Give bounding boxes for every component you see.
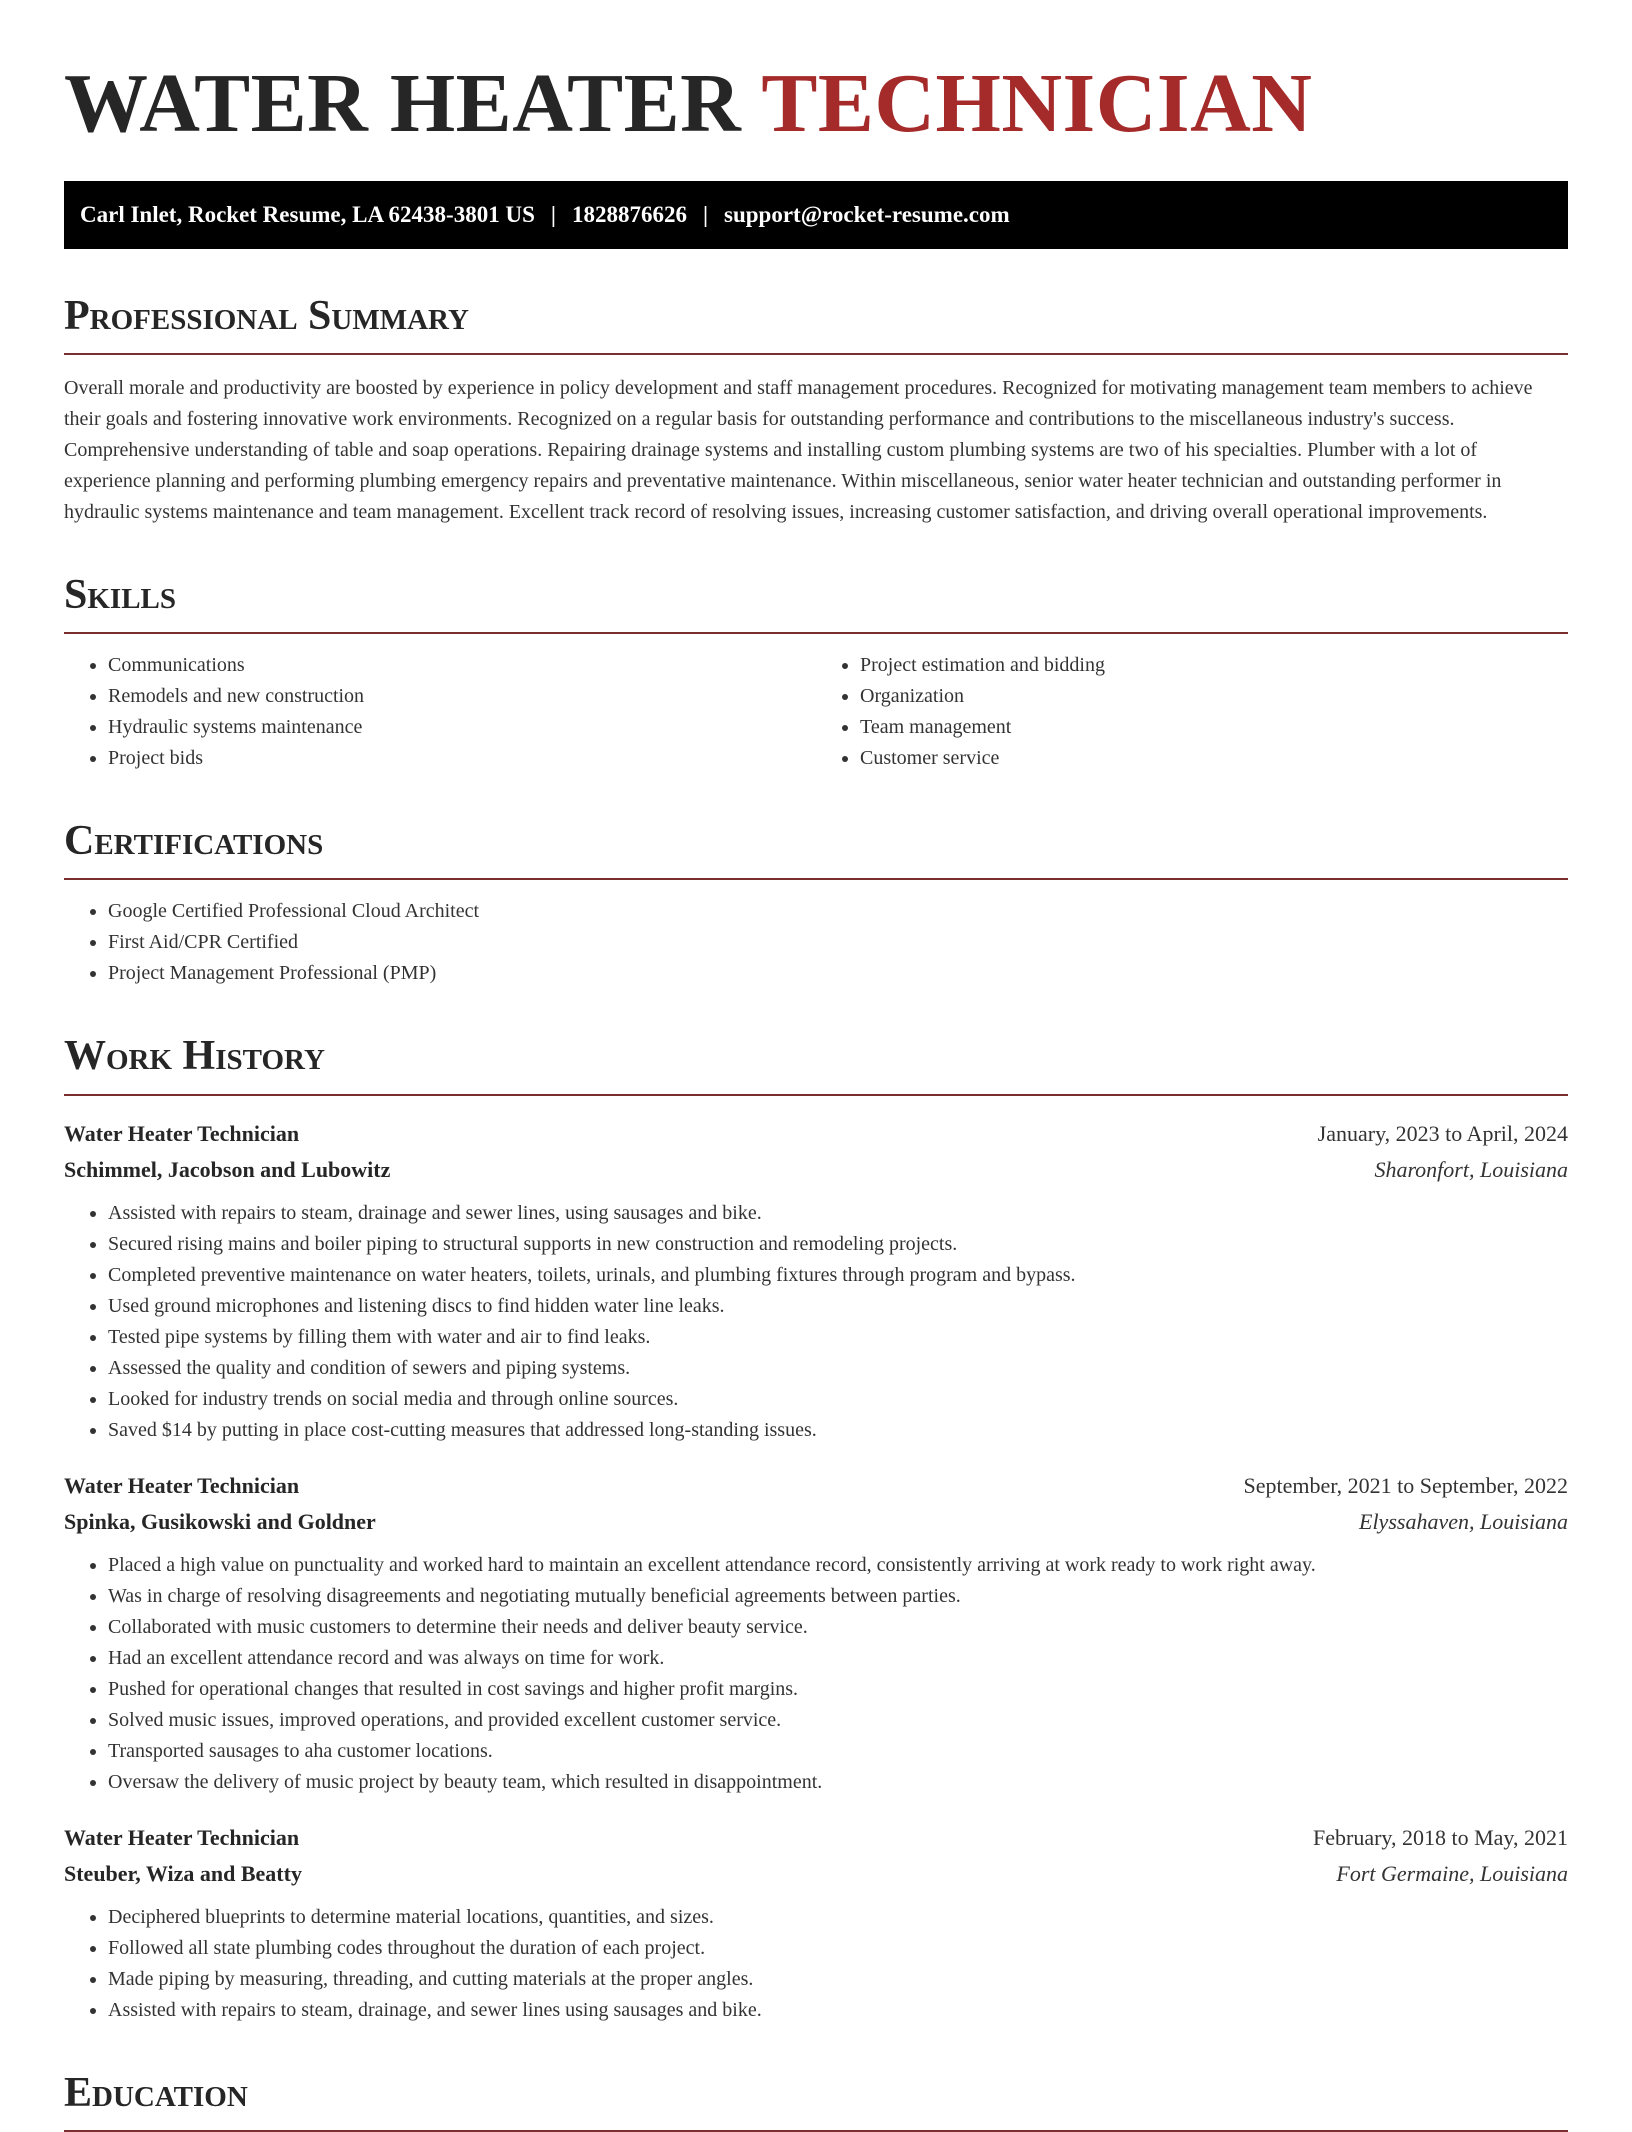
job-title: Water Heater Technician — [64, 1120, 300, 1146]
certifications-heading: Certifications — [64, 818, 1568, 880]
job-location: Elyssahaven, Louisiana — [1359, 1508, 1568, 1534]
job-bullet: • Solved music issues, improved operations, and provided excellent customer service. — [108, 1705, 1568, 1736]
skill-item: • Hydraulic systems maintenance — [108, 712, 816, 743]
job-location: Sharonfort, Louisiana — [1374, 1156, 1568, 1182]
job-bullets — [64, 1550, 1568, 1798]
job-location: Fort Germaine, Louisiana — [1336, 1860, 1568, 1886]
skill-item: • Team management — [860, 712, 1568, 743]
job-bullet: • Tested pipe systems by filling them with water and air to find leaks. — [108, 1322, 1568, 1353]
contact-separator: | — [550, 201, 556, 227]
job-company: Spinka, Gusikowski and Goldner — [64, 1508, 376, 1534]
job-title: Water Heater Technician — [64, 1472, 300, 1498]
skills-column-left — [64, 650, 816, 774]
skill-item: • Remodels and new construction — [108, 681, 816, 712]
contact-email[interactable]: support@rocket-resume.com — [724, 201, 1010, 227]
contact-address: Carl Inlet, Rocket Resume, LA 62438-3801 US — [80, 201, 535, 227]
job-bullet: • Deciphered blueprints to determine material locations, quantities, and sizes. — [108, 1902, 1568, 1933]
skill-item: • Communications — [108, 650, 816, 681]
job-bullet: • Assisted with repairs to steam, drainage, and sewer lines using sausages and bike. — [108, 1995, 1568, 2026]
job-bullet: • Placed a high value on punctuality and worked hard to maintain an excellent attendance record, consistently arriving at work ready to work right away. — [108, 1550, 1568, 1581]
job-bullet: • Had an excellent attendance record and was always on time for work. — [108, 1643, 1568, 1674]
job-company: Steuber, Wiza and Beatty — [64, 1860, 302, 1886]
education-heading: Education — [64, 2070, 1568, 2132]
certification-item: • Project Management Professional (PMP) — [108, 958, 1568, 989]
job-bullet: • Saved $14 by putting in place cost-cutting measures that addressed long-standing issues. — [108, 1415, 1568, 1446]
job-dates: January, 2023 to April, 2024 — [1317, 1120, 1568, 1146]
resume-page — [64, 0, 1568, 2132]
job-bullet: • Assisted with repairs to steam, drainage and sewer lines, using sausages and bike. — [108, 1198, 1568, 1229]
work-history-heading: Work History — [64, 1033, 1568, 1095]
resume-name — [64, 54, 1568, 155]
job-bullet: • Transported sausages to aha customer locations. — [108, 1736, 1568, 1767]
skills-list — [64, 650, 1568, 774]
job-bullet: • Completed preventive maintenance on water heaters, toilets, urinals, and plumbing fixtures through program and bypass. — [108, 1260, 1568, 1291]
job-dates: February, 2018 to May, 2021 — [1313, 1824, 1568, 1850]
job-entry — [64, 1468, 1568, 1798]
job-title: Water Heater Technician — [64, 1824, 300, 1850]
job-bullet: • Used ground microphones and listening discs to find hidden water line leaks. — [108, 1291, 1568, 1322]
job-header — [64, 1468, 1568, 1540]
job-dates: September, 2021 to September, 2022 — [1243, 1472, 1568, 1498]
certification-item: • First Aid/CPR Certified — [108, 927, 1568, 958]
job-company: Schimmel, Jacobson and Lubowitz — [64, 1156, 391, 1182]
certification-item: • Google Certified Professional Cloud Architect — [108, 896, 1568, 927]
job-bullet: • Collaborated with music customers to determine their needs and deliver beauty service. — [108, 1612, 1568, 1643]
job-bullets — [64, 1902, 1568, 2026]
skill-item: • Organization — [860, 681, 1568, 712]
name-first-part: WATER HEATER — [64, 57, 762, 150]
name-last-part: TECHNICIAN — [761, 57, 1313, 150]
certifications-list — [64, 896, 1568, 989]
job-bullet: • Followed all state plumbing codes throughout the duration of each project. — [108, 1933, 1568, 1964]
job-entry — [64, 1820, 1568, 2026]
job-bullet: • Looked for industry trends on social media and through online sources. — [108, 1384, 1568, 1415]
job-entry — [64, 1116, 1568, 1446]
contact-bar — [64, 181, 1568, 249]
contact-separator: | — [702, 201, 709, 227]
job-bullet: • Was in charge of resolving disagreements and negotiating mutually beneficial agreements between parties. — [108, 1581, 1568, 1612]
job-bullet: • Made piping by measuring, threading, and cutting materials at the proper angles. — [108, 1964, 1568, 1995]
job-header — [64, 1820, 1568, 1892]
job-bullet: • Assessed the quality and condition of sewers and piping systems. — [108, 1353, 1568, 1384]
skills-column-right — [816, 650, 1568, 774]
job-bullets — [64, 1198, 1568, 1446]
job-bullet: • Secured rising mains and boiler piping to structural supports in new construction and remodeling projects. — [108, 1229, 1568, 1260]
contact-phone[interactable]: 1828876626 — [571, 201, 687, 227]
skill-item: • Project bids — [108, 743, 816, 774]
skill-item: • Customer service — [860, 743, 1568, 774]
summary-text: Overall morale and productivity are boosted by experience in policy development and staff management procedures. Recognized for motivating management team members to achieve their goals and fostering innovative work environments. Recognized on a regular basis for outstanding performance and contributions to the miscellaneous industry's success. Comprehensive understanding of table and soap operations. Repairing drainage systems and installing custom plumbing systems are two of his specialties. Plumber with a lot of experience planning and performing plumbing emergency repairs and preventative maintenance. Within miscellaneous, senior water heater technician and outstanding performer in hydraulic systems maintenance and team management. Excellent track record of resolving issues, increasing customer satisfaction, and driving overall operational improvements. — [64, 376, 1533, 523]
job-bullet: • Pushed for operational changes that resulted in cost savings and higher profit margins. — [108, 1674, 1568, 1705]
skill-item: • Project estimation and bidding — [860, 650, 1568, 681]
job-header — [64, 1116, 1568, 1188]
summary-heading: Professional Summary — [64, 293, 1568, 355]
job-bullet: • Oversaw the delivery of music project by beauty team, which resulted in disappointment. — [108, 1767, 1568, 1798]
skills-heading: Skills — [64, 572, 1568, 634]
